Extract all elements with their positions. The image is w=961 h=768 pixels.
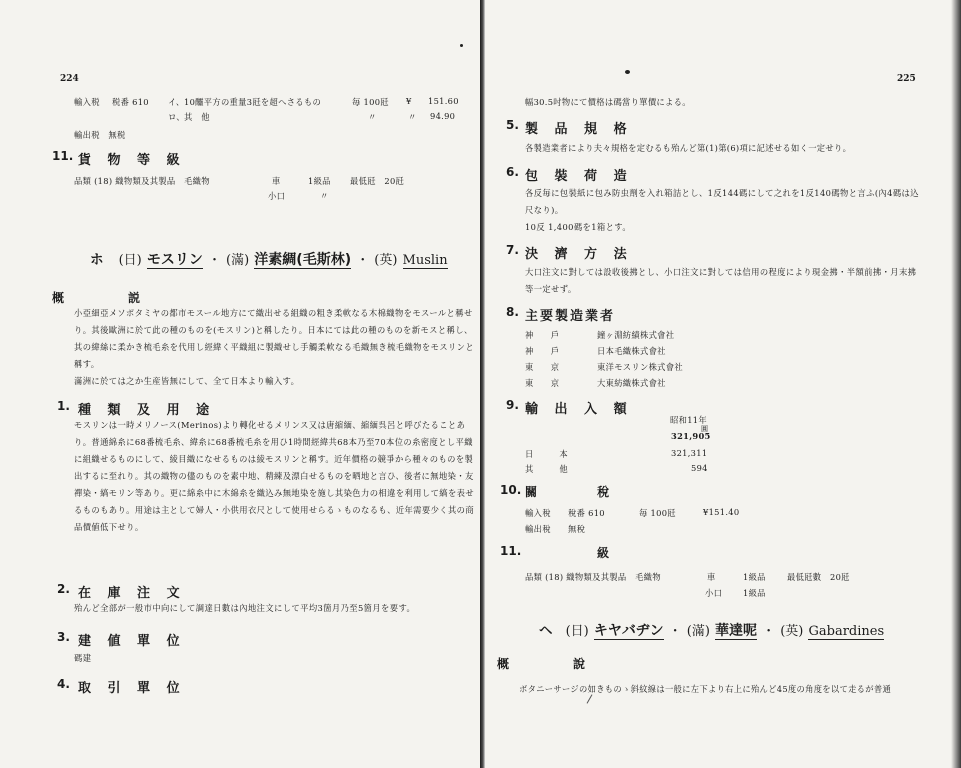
export-tax: 輸出税 無税 <box>74 130 126 140</box>
scan-speck <box>625 70 630 74</box>
intro-text: 幅30.5吋物にて價格は碼當り單價による。 <box>525 97 691 107</box>
trade-row-label: 日 本 <box>525 449 568 459</box>
manufacturer-city: 神 戶 <box>525 346 560 356</box>
section-heading-stock-orders: 在 庫 注 文 <box>78 586 186 601</box>
customs-export: 輸出稅 無稅 <box>525 524 586 534</box>
price-unit-text: 碼建 <box>74 653 92 663</box>
manufacturer-city: 東 京 <box>525 362 560 372</box>
lang-tag-jp: (日) <box>565 624 589 639</box>
title-separator: ・ <box>356 253 370 268</box>
section-number: 1. <box>57 399 70 413</box>
manufacturer-city: 神 戶 <box>525 330 560 340</box>
freight-minimum: 最低瓩數 20瓩 <box>787 572 850 582</box>
title-separator: ・ <box>762 624 776 639</box>
left-page <box>0 0 480 768</box>
trade-row-label: 其 他 <box>525 464 568 474</box>
stock-orders-text: 殆んど全部が一般市中向にして調達日數は內地注文にして平均3箇月乃至5箇月を要す。 <box>74 603 416 613</box>
title-man-name: 洋素綢(毛斯林) <box>254 252 352 268</box>
ditto-mark: 〃 <box>408 112 417 122</box>
ditto-mark: 〃 <box>320 191 329 201</box>
section-number: 11. <box>52 149 74 163</box>
section-number: 9. <box>506 398 519 412</box>
customs-import: 輸入稅 稅番 610 <box>525 508 605 518</box>
article-mark: ヘ <box>539 623 553 639</box>
freight-minimum: 最低瓩 20瓩 <box>350 176 405 186</box>
overview-text: 滿洲に於ては之か生産皆無にして、全て日本より輸入す。 <box>74 376 300 386</box>
section-number: 5. <box>506 118 519 132</box>
lang-tag-en: (英) <box>780 624 804 639</box>
freight-grade: 1級品 <box>743 572 766 582</box>
tariff-code: 税番 610 <box>112 97 149 107</box>
trade-unit: 圓 <box>701 425 709 433</box>
freight-car: 車 <box>272 176 281 186</box>
section-heading-packing: 包 裝 荷 造 <box>525 169 633 184</box>
article-title-muslin <box>90 248 448 269</box>
trade-row-value: 321,311 <box>671 448 708 458</box>
manufacturer-city: 東 京 <box>525 378 560 388</box>
lang-tag-en: (英) <box>374 253 398 268</box>
scan-speck <box>460 44 463 47</box>
overview-text: ボタニーサージの如きものゝ斜紋線は一般に左下より右上に殆んど45度の角度を以て走るが普通 <box>519 684 892 694</box>
trade-row-value: 594 <box>691 463 708 473</box>
section-heading-customs: 稅 <box>597 485 610 499</box>
overview-text: 小亞細亞メソポタミヤの都市モスール地方にて織出せる組織の粗き柔軟なる木棉織物をモスールと稱せり。其後歐洲に於て此の種のものを(モスリン)と稱したり。日本にては此の種のものを新モスと稱し、其の緯絲に柔かき梳毛糸を代用し經緯く平織組に製織せし手觸柔軟なる毛織無き梳毛織物をモスリンと稱す。 <box>74 308 475 369</box>
section-heading-settlement: 決 濟 方 法 <box>525 247 633 262</box>
overview-heading: 概 <box>52 291 65 305</box>
spec-text: 各製造業者により夫々規格を定むるも殆んど第(1)第(6)項に記述せる如く一定せり。 <box>525 143 852 153</box>
section-number: 4. <box>57 677 70 691</box>
section-number: 6. <box>506 165 519 179</box>
title-separator: ・ <box>207 253 221 268</box>
freight-grade: 1級品 <box>743 588 766 598</box>
title-man-name: 華達呢 <box>715 623 758 639</box>
manufacturer-name: 東洋モスリン株式會社 <box>597 362 683 372</box>
section-number: 8. <box>506 305 519 319</box>
manufacturer-name: 鐘ヶ淵紡績株式會社 <box>597 330 675 340</box>
packing-text: 各反毎に包裝紙に包み防虫劑を入れ箱詰とし、1反144碼にして之れを1反140碼物と言ふ(內4碼は込尺なり)。 <box>525 188 919 215</box>
lang-tag-man: (滿) <box>686 624 710 639</box>
tariff-mark-b: ロ、 <box>168 112 185 122</box>
tariff-desc-b: 其 他 <box>184 112 210 122</box>
section-heading-trade-value: 輸 出 入 額 <box>525 402 633 417</box>
section-heading-types-uses: 種 類 及 用 途 <box>78 403 216 418</box>
section-heading-freight-class: 級 <box>597 546 610 560</box>
section-number: 10. <box>500 483 522 497</box>
tariff-currency: ¥ <box>406 96 412 106</box>
section-heading-customs: 關 <box>525 485 538 499</box>
ditto-mark: 〃 <box>368 112 377 122</box>
import-tax-label: 輸入税 <box>74 97 100 107</box>
section-heading-trade-unit: 取 引 單 位 <box>78 681 186 696</box>
section-number: 3. <box>57 630 70 644</box>
overview-heading: 說 <box>573 657 586 671</box>
packing-text: 10反 1,400碼を1箱とす。 <box>525 222 632 232</box>
page-edge-shadow <box>951 0 961 768</box>
trade-year: 昭和11年 <box>670 415 707 425</box>
title-en-name: Gabardines <box>808 624 885 639</box>
title-separator: ・ <box>668 624 682 639</box>
freight-small-lot: 小口 <box>705 588 723 598</box>
manufacturer-name: 大東紡織株式會社 <box>597 378 666 388</box>
tariff-mark-a: イ、 <box>168 97 185 107</box>
types-uses-text: モスリンは一時メリノース(Merinos)より轉化せるメリンス又は唐縮緬、縮緬呉呂と呼びたることあり。普通綿糸に68番梳毛糸、緯糸に68番梳毛糸を用ひ1時間經緯共68本乃至70本位の糸密度とし平織に組織せるものにして、綾目織になせるものは綾モスリンと稱す。近年價格の競爭から種々のものを製出するに至れり。其の織物の儘のものを素中地、精練及漂白せるものを晒地と言ひ、後者に無地染・友禪染・縞モリン等あり。更に綿糸中に木綿糸を織込み無地染を施し其染色力の相違を利用して縞を表せるものもあり。用途は主として婦人・小供用衣尺として使用せらるゝものなるも、近年需要少く其の商品價値低下せり。 <box>74 420 475 532</box>
tariff-unit: 毎 100瓩 <box>352 97 389 107</box>
section-heading-price-unit: 建 値 單 位 <box>78 634 186 649</box>
customs-per: 毎 100瓩 <box>639 508 676 518</box>
freight-car: 車 <box>707 572 716 582</box>
lang-tag-man: (滿) <box>226 253 250 268</box>
title-jp-name: キヤバヂン <box>593 623 664 639</box>
freight-grade: 1級品 <box>308 176 331 186</box>
section-number: 7. <box>506 243 519 257</box>
trade-total: 321,905 <box>671 431 711 441</box>
overview-heading: 説 <box>128 291 141 305</box>
page-number-left: 224 <box>60 74 79 84</box>
manufacturer-name: 日本毛織株式會社 <box>597 346 666 356</box>
section-heading-manufacturers: 主要製造業者 <box>525 309 616 324</box>
right-page <box>485 0 961 768</box>
customs-amount: ¥151.40 <box>703 507 740 517</box>
section-number: 2. <box>57 582 70 596</box>
section-heading-spec: 製 品 規 格 <box>525 122 633 137</box>
freight-class-line: 品類 (18) 織物類及其製品 毛織物 <box>74 176 210 186</box>
tariff-amount-b: 94.90 <box>430 111 456 121</box>
title-jp-name: モスリン <box>146 252 203 268</box>
title-en-name: Muslin <box>402 253 448 268</box>
tariff-amount-a: 151.60 <box>428 96 459 106</box>
overview-heading: 概 <box>497 657 510 671</box>
page-number-right: 225 <box>897 74 916 84</box>
scan-mark <box>587 694 593 703</box>
article-mark: ホ <box>90 252 104 268</box>
lang-tag-jp: (日) <box>118 253 142 268</box>
article-title-gabardines <box>539 619 884 640</box>
freight-small-lot: 小口 <box>268 191 286 201</box>
tariff-desc-a: 10𨤍平方の重量3瓩を超へさるもの <box>184 97 322 107</box>
settlement-text: 大口注文に對しては設收後拂とし、小口注文に對しては信用の程度により現金拂・半額前拂・月末拂等一定せず。 <box>525 267 917 294</box>
section-heading-freight-class: 貨 物 等 級 <box>78 153 186 168</box>
section-number: 11. <box>500 544 522 558</box>
freight-class-line: 品類 (18) 織物類及其製品 毛織物 <box>525 572 661 582</box>
